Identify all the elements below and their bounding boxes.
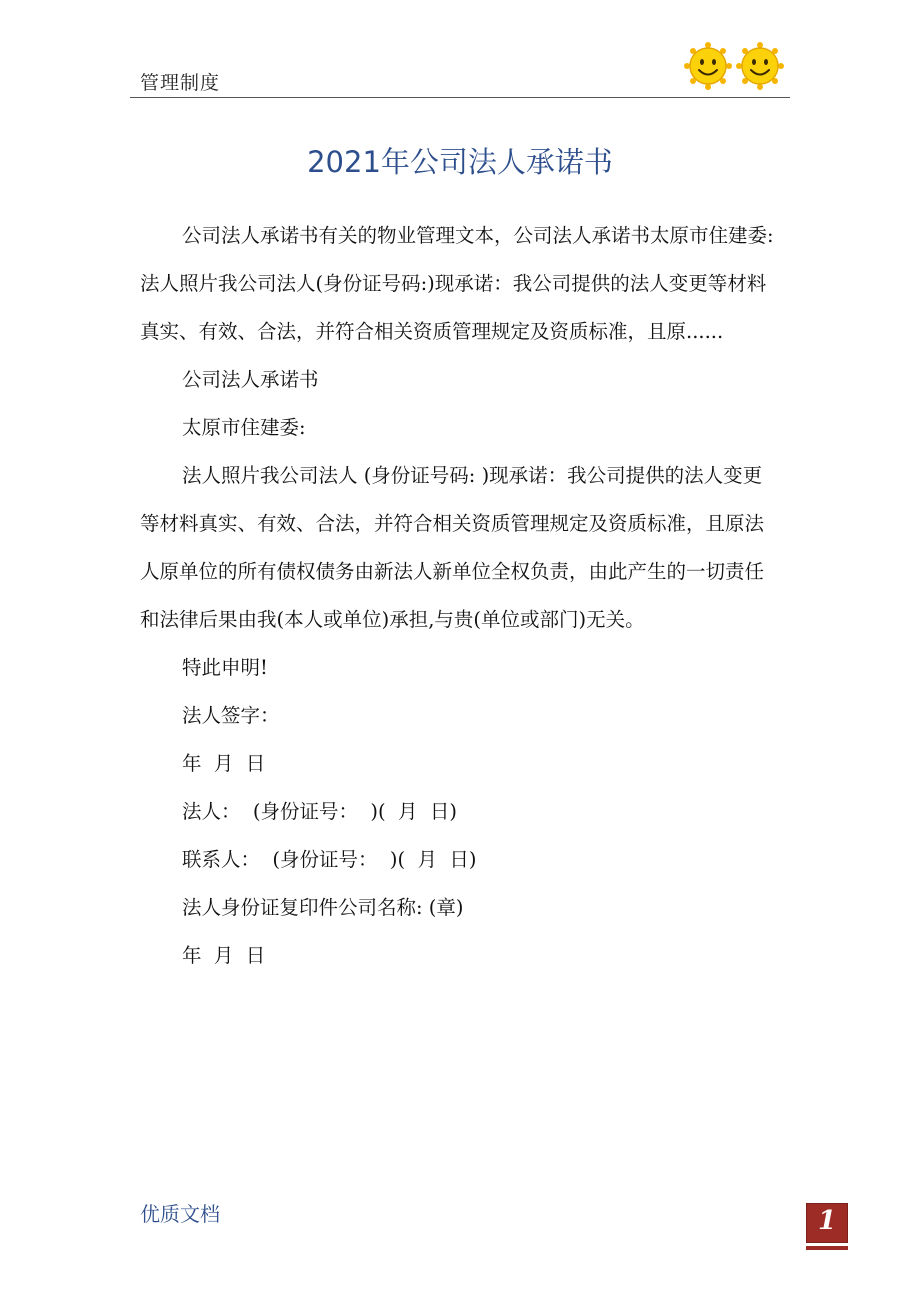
paragraph-commitment: 法人照片我公司法人 (身份证号码: )现承诺：我公司提供的法人变更等材料真实、有效、合法，并符合相关资质管理规定及资质标准，且原法人原单位的所有债权债务由新法人新单位全权负责，由此产生的一切责任和法律后果由我(本人或单位)承担,与贵(单位或部门)无关。 xyxy=(140,464,765,631)
company-name-line: 法人身份证复印件公司名称: (章) xyxy=(182,896,464,919)
paragraph-addressee: 太原市住建委: xyxy=(182,416,306,439)
signature-line: 法人签字： xyxy=(182,704,280,727)
header-divider xyxy=(130,97,790,98)
paragraph-summary: 公司法人承诺书有关的物业管理文本，公司法人承诺书太原市住建委:法人照片我公司法人(身份证号码:)现承诺：我公司提供的法人变更等材料真实、有效、合法，并符合相关资质管理规定及资质标准，且原...... xyxy=(140,224,774,343)
date-line-final: 年 月 日 xyxy=(182,944,266,967)
page-number: 1 xyxy=(817,1206,837,1236)
paragraph-declaration: 特此申明! xyxy=(182,656,268,679)
header-decoration xyxy=(684,42,784,90)
date-line: 年 月 日 xyxy=(182,752,266,775)
footer-label: 优质文档 xyxy=(140,1202,220,1226)
contact-person-line: 联系人： (身份证号： )( 月 日) xyxy=(182,848,477,871)
document-title: 2021年公司法人承诺书 xyxy=(307,145,613,179)
header-title: 管理制度 xyxy=(140,72,221,94)
page-number-badge xyxy=(806,1203,848,1243)
smiley-sun-icon xyxy=(684,42,732,90)
legal-person-line: 法人： (身份证号： )( 月 日) xyxy=(182,800,458,823)
smiley-sun-icon xyxy=(736,42,784,90)
document-body xyxy=(140,212,780,980)
page-badge-underline xyxy=(806,1246,848,1250)
paragraph-heading: 公司法人承诺书 xyxy=(182,368,319,391)
